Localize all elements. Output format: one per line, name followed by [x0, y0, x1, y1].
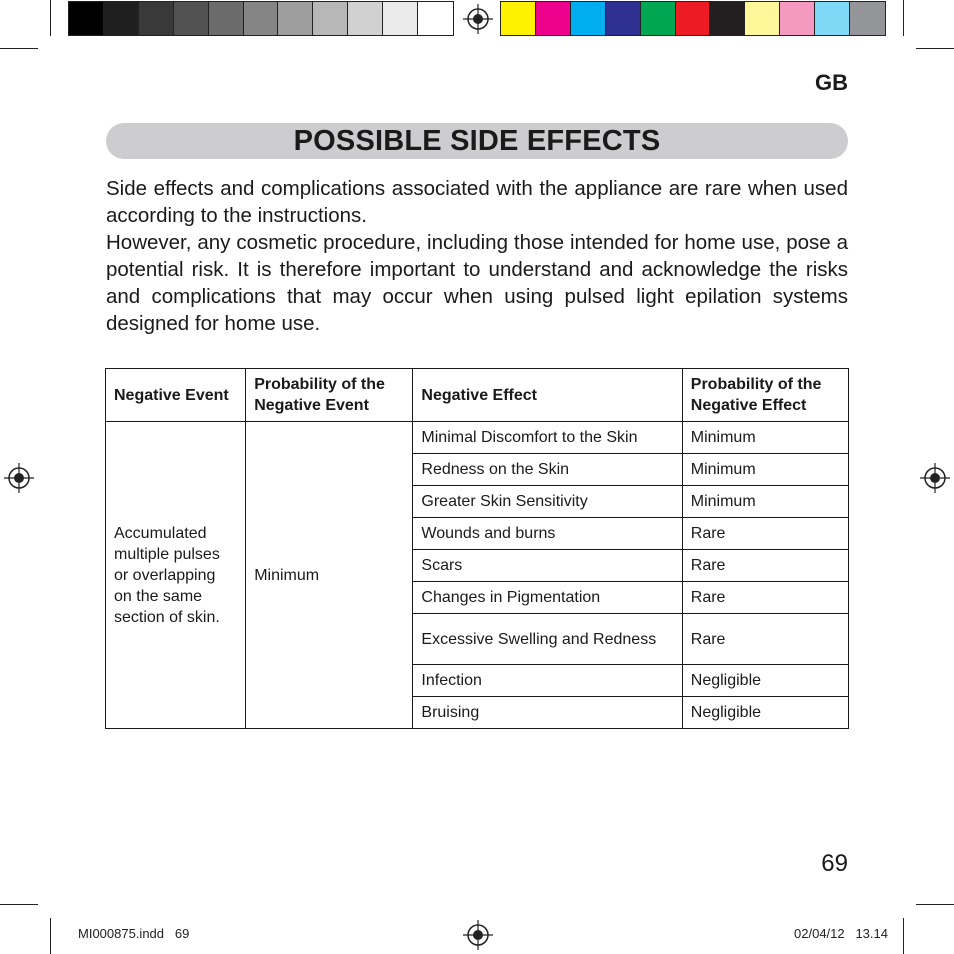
probability-cell: Minimum — [682, 422, 848, 454]
table-row — [106, 422, 849, 454]
footer-date: 02/04/12 13.14 — [794, 926, 888, 941]
color-swatch — [278, 2, 313, 35]
intro-paragraph: However, any cosmetic procedure, including those intended for home use, pose a potential risk. It is therefore important to understand and acknowledge the risks and complications that may occur when using pulsed light epilation systems designed for home use. — [106, 231, 848, 335]
color-swatch — [850, 2, 885, 35]
section-title-bar — [106, 123, 848, 159]
registration-mark-icon — [463, 4, 493, 34]
color-swatch-bar — [500, 1, 886, 36]
color-swatch — [348, 2, 383, 35]
color-swatch — [174, 2, 209, 35]
effect-cell: Excessive Swelling and Redness — [413, 614, 682, 665]
header-effect-probability: Probability of the Negative Effect — [682, 369, 848, 422]
effect-cell: Minimal Discomfort to the Skin — [413, 422, 682, 454]
crop-mark — [0, 48, 38, 49]
color-swatch — [418, 2, 453, 35]
color-swatch — [209, 2, 244, 35]
color-swatch — [710, 2, 745, 35]
probability-cell: Rare — [682, 550, 848, 582]
header-event-probability: Probability of the Negative Event — [246, 369, 413, 422]
page-number: 69 — [821, 850, 848, 877]
probability-cell: Negligible — [682, 665, 848, 697]
side-effects-table — [105, 368, 849, 729]
effect-cell: Greater Skin Sensitivity — [413, 486, 682, 518]
color-swatch — [745, 2, 780, 35]
crop-mark — [903, 918, 904, 954]
color-swatch — [501, 2, 536, 35]
intro-paragraph: Side effects and complications associated with the appliance are rare when used according to the instructions. — [106, 177, 848, 227]
color-swatch — [69, 2, 104, 35]
negative-event-cell: Accumulated multiple pulses or overlapping on the same section of skin. — [106, 422, 246, 729]
header-negative-event: Negative Event — [106, 369, 246, 422]
color-swatch — [139, 2, 174, 35]
color-swatch — [104, 2, 139, 35]
registration-mark-icon — [4, 463, 34, 493]
effect-cell: Changes in Pigmentation — [413, 582, 682, 614]
header-negative-effect: Negative Effect — [413, 369, 682, 422]
footer-file-name: MI000875.indd 69 — [78, 926, 190, 941]
probability-cell: Negligible — [682, 697, 848, 729]
color-swatch — [676, 2, 711, 35]
probability-cell: Rare — [682, 518, 848, 550]
color-swatch — [606, 2, 641, 35]
crop-mark — [916, 48, 954, 49]
registration-mark-icon — [920, 463, 950, 493]
crop-mark — [50, 0, 51, 36]
language-code: GB — [815, 70, 848, 95]
registration-mark-icon — [463, 920, 493, 950]
grey-color-bar — [68, 1, 454, 36]
effect-cell: Bruising — [413, 697, 682, 729]
crop-mark — [50, 918, 51, 954]
effect-cell: Scars — [413, 550, 682, 582]
color-swatch — [383, 2, 418, 35]
color-swatch — [780, 2, 815, 35]
table-header-row — [106, 369, 849, 422]
crop-mark — [916, 904, 954, 905]
color-swatch — [313, 2, 348, 35]
crop-mark — [903, 0, 904, 36]
probability-cell: Minimum — [682, 486, 848, 518]
color-swatch — [571, 2, 606, 35]
probability-cell: Minimum — [682, 454, 848, 486]
effect-cell: Wounds and burns — [413, 518, 682, 550]
color-swatch — [641, 2, 676, 35]
effect-cell: Redness on the Skin — [413, 454, 682, 486]
color-swatch — [244, 2, 279, 35]
intro-text — [106, 175, 848, 337]
probability-cell: Rare — [682, 582, 848, 614]
effect-cell: Infection — [413, 665, 682, 697]
section-title: POSSIBLE SIDE EFFECTS — [293, 124, 661, 157]
crop-mark — [0, 904, 38, 905]
probability-cell: Rare — [682, 614, 848, 665]
event-probability-cell: Minimum — [246, 422, 413, 729]
color-swatch — [536, 2, 571, 35]
color-swatch — [815, 2, 850, 35]
